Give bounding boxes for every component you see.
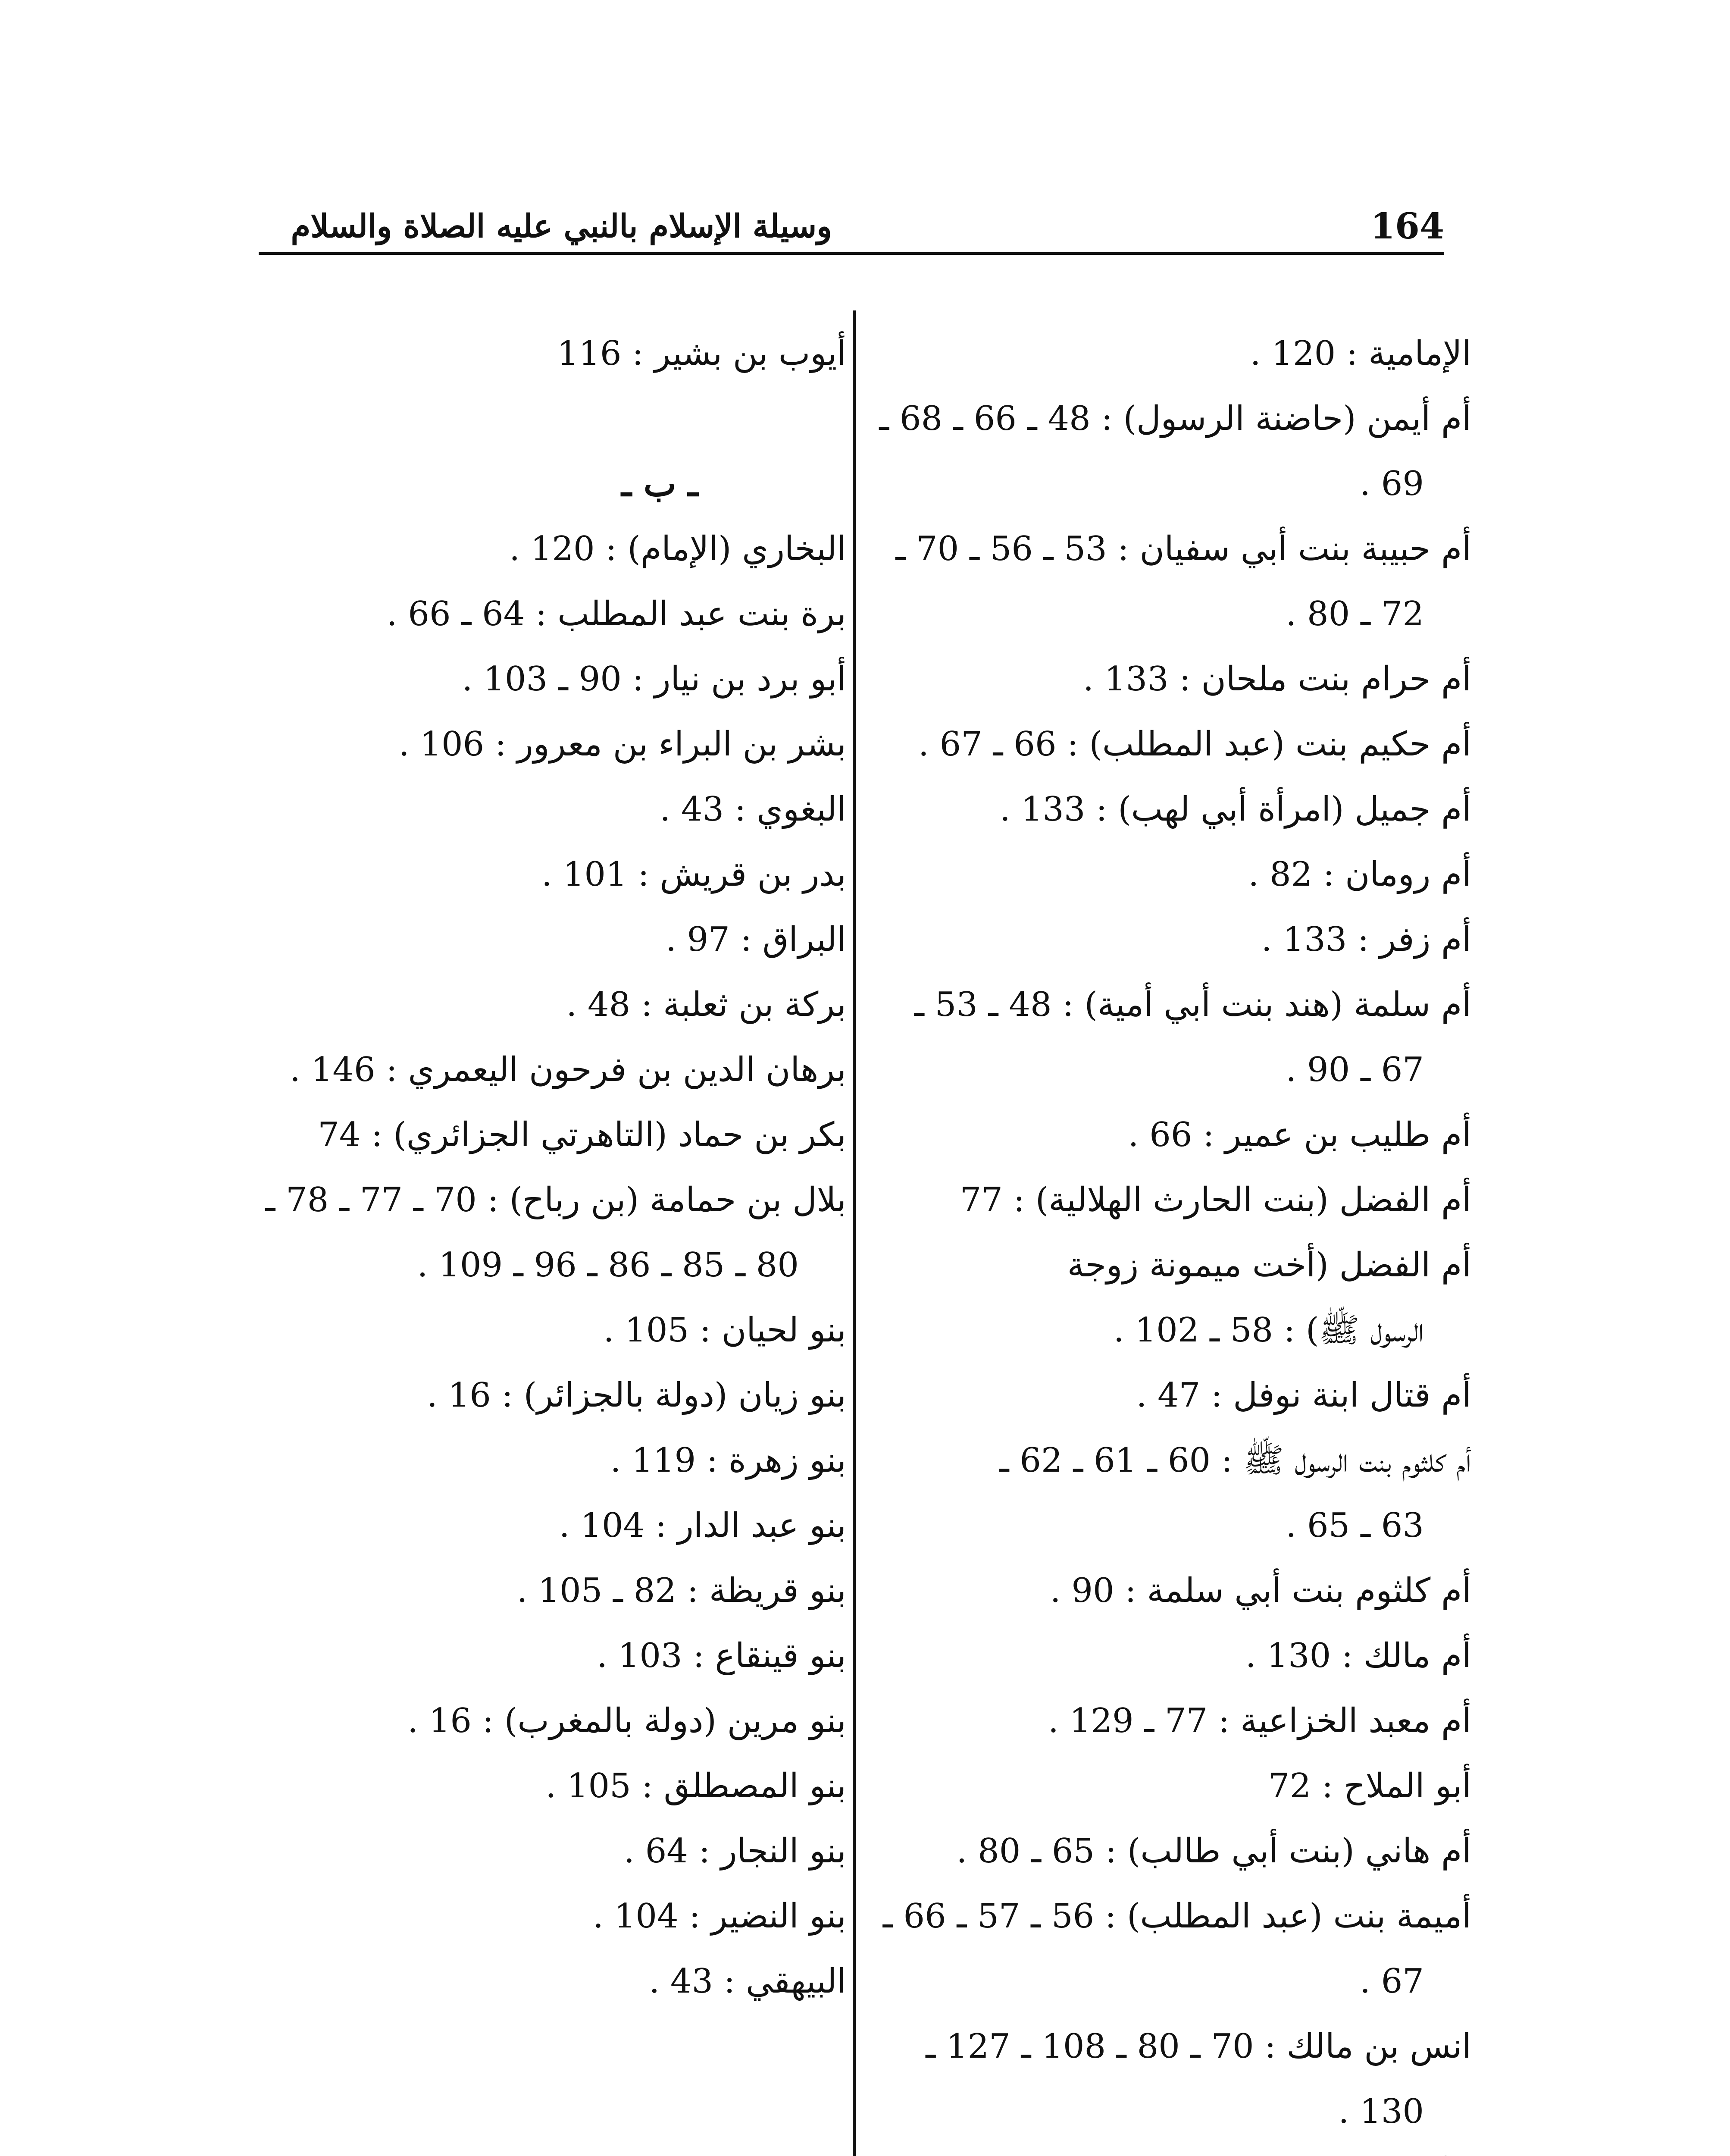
index-entry: بنو قينقاع : 103 . [597, 1636, 846, 1675]
index-entry: بنو النجار : 64 . [624, 1832, 846, 1871]
index-entry-continuation: 67 . [1360, 1962, 1424, 2001]
index-entry: أم زفر : 133 . [1261, 920, 1471, 959]
index-entry-continuation: 72 ـ 80 . [1286, 595, 1424, 633]
index-entry: البيهقي : 43 . [649, 1962, 846, 2001]
index-entry: أم طليب بن عمير : 66 . [1128, 1116, 1471, 1154]
index-entry: بنو المصطلق : 105 . [545, 1767, 846, 1805]
index-entry: أم رومان : 82 . [1248, 855, 1471, 894]
index-entry: أم مالك : 130 . [1245, 1636, 1471, 1675]
index-entry: أبو برد بن نيار : 90 ـ 103 . [462, 660, 846, 699]
running-header-title: وسيلة الإسلام بالنبي عليه الصلاة والسلام [291, 208, 832, 245]
page-header [259, 203, 1444, 250]
page-number: 164 [1370, 206, 1444, 247]
blank-line [241, 2014, 846, 2079]
index-entry: أميمة بنت (عبد المطلب) : 56 ـ 57 ـ 66 ـ [882, 1897, 1471, 1936]
index-entry: أم حكيم بنت (عبد المطلب) : 66 ـ 67 . [918, 725, 1471, 764]
index-entry: بنو زهرة : 119 . [610, 1441, 846, 1480]
index-entry-continuation: الرسول ﷺ) : 58 ـ 102 . [1113, 1311, 1424, 1350]
section-letter-heading [241, 2144, 846, 2156]
index-entry: بنو لحيان : 105 . [603, 1311, 846, 1350]
index-entry: أم جميل (امرأة أبي لهب) : 133 . [1000, 790, 1471, 829]
index-entry: أم هاني (بنت أبي طالب) : 65 ـ 80 . [956, 1832, 1471, 1871]
index-entry: بنو قريظة : 82 ـ 105 . [516, 1571, 846, 1610]
index-entry: بنو مرين (دولة بالمغرب) : 16 . [407, 1702, 846, 1740]
index-entry: أم الفضل (أخت ميمونة زوجة [1067, 1246, 1471, 1285]
index-entry: بنو عبد الدار : 104 . [559, 1506, 846, 1545]
index-entry: البغوي : 43 . [660, 790, 846, 829]
index-entry: بلال بن حمامة (بن رباح) : 70 ـ 77 ـ 78 ـ [265, 1181, 846, 1219]
column-divider [853, 310, 856, 2156]
index-column-right [879, 321, 1471, 2156]
blank-line [241, 386, 846, 451]
index-entry: بنو النضير : 104 . [593, 1897, 846, 1936]
index-entry: بركة بن ثعلبة : 48 . [566, 985, 846, 1024]
index-entry: بكر بن حماد (التاهرتي الجزائري) : 74 [318, 1116, 846, 1154]
header-rule [259, 252, 1444, 255]
index-entry-continuation: 130 . [1338, 2092, 1424, 2131]
index-entry [883, 2144, 1471, 2156]
index-entry: برة بنت عبد المطلب : 64 ـ 66 . [386, 595, 846, 633]
index-entry: أيوب بن بشير : 116 [557, 334, 846, 373]
index-entry: البخاري (الإمام) : 120 . [509, 530, 846, 568]
index-entry: أم الفضل (بنت الحارث الهلالية) : 77 [960, 1181, 1471, 1219]
index-entry: بشر بن البراء بن معرور : 106 . [398, 725, 846, 764]
section-letter-heading: ـ ب ـ [621, 464, 698, 504]
index-entry: أم كلثوم بنت أبي سلمة : 90 . [1050, 1571, 1471, 1610]
index-entry: بدر بن قريش : 101 . [541, 855, 846, 894]
index-column-left [241, 321, 846, 2156]
index-entry: أم كلثوم بنت الرسول ﷺ : 60 ـ 61 ـ 62 ـ [999, 1441, 1471, 1480]
index-entry: البراق : 97 . [666, 920, 846, 959]
index-entry: أم قتال ابنة نوفل : 47 . [1136, 1376, 1471, 1415]
index-entry: أم سلمة (هند بنت أبي أمية) : 48 ـ 53 ـ [914, 985, 1471, 1024]
index-entry-continuation: 67 ـ 90 . [1286, 1050, 1424, 1089]
index-entry: انس بن مالك : 70 ـ 80 ـ 108 ـ 127 ـ [926, 2027, 1471, 2066]
index-entry: أبو الملاح : 72 [1268, 1767, 1471, 1805]
index-entry: بنو زيان (دولة بالجزائر) : 16 . [427, 1376, 846, 1415]
index-entry: أم حرام بنت ملحان : 133 . [1083, 660, 1471, 699]
index-entry: الإمامية : 120 . [1250, 334, 1471, 373]
index-entry-continuation: 69 . [1360, 464, 1424, 503]
index-entry-continuation: 80 ـ 85 ـ 86 ـ 96 ـ 109 . [417, 1246, 799, 1285]
blank-line [241, 2079, 846, 2144]
index-entry: أم حبيبة بنت أبي سفيان : 53 ـ 56 ـ 70 ـ [895, 530, 1471, 568]
index-entry-continuation: 63 ـ 65 . [1286, 1506, 1424, 1545]
index-entry: أم أيمن (حاضنة الرسول) : 48 ـ 66 ـ 68 ـ [879, 399, 1471, 438]
index-entry: برهان الدين بن فرحون اليعمري : 146 . [290, 1050, 846, 1089]
index-entry: أم معبد الخزاعية : 77 ـ 129 . [1048, 1702, 1471, 1740]
